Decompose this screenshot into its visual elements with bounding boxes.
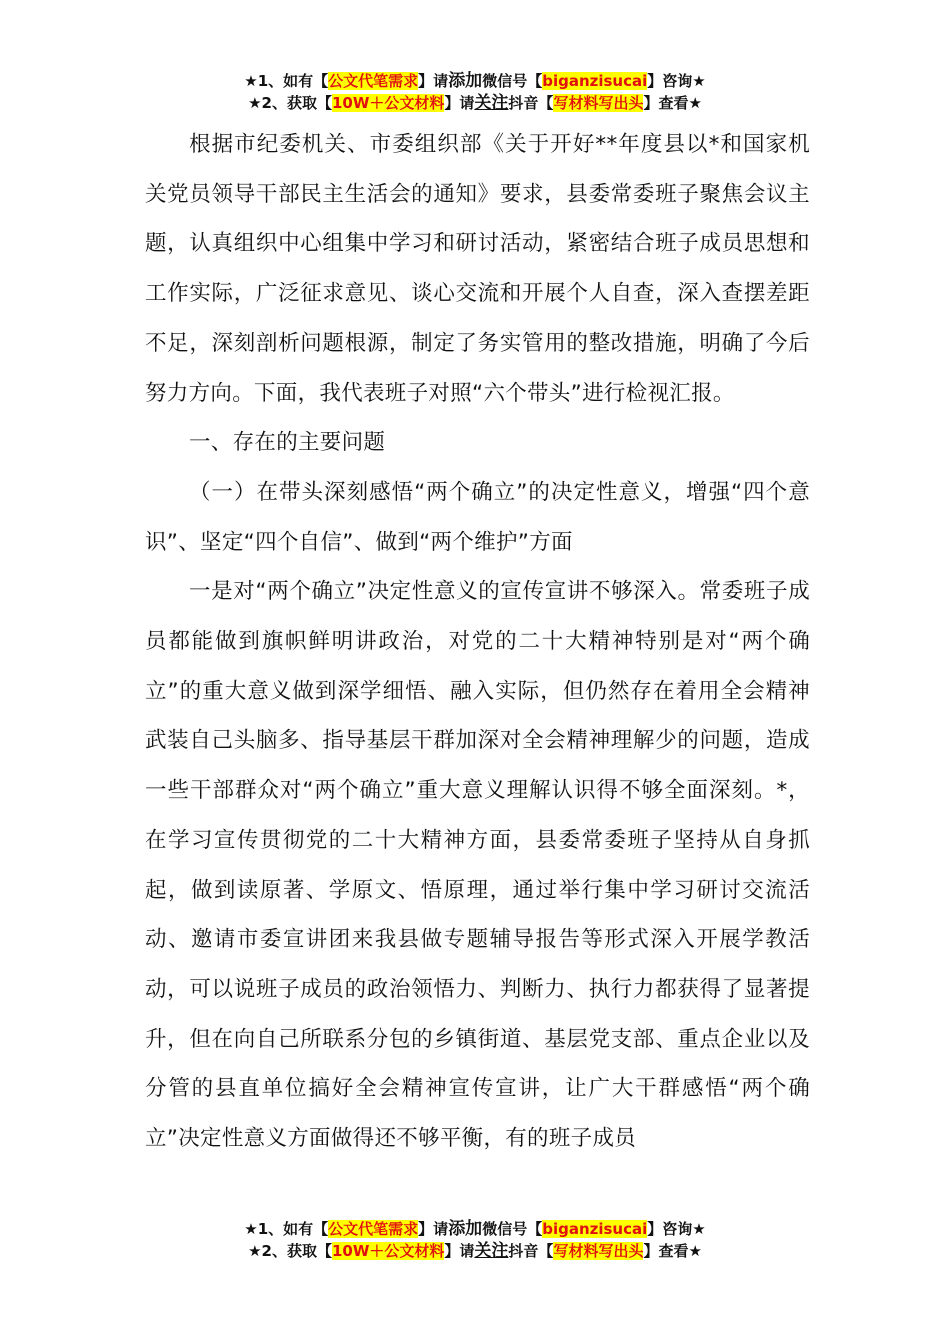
promo-text: 添加	[448, 1219, 483, 1239]
promo-header	[0, 70, 950, 114]
promo-line-1	[0, 70, 950, 92]
intro-paragraph: 根据市纪委机关、市委组织部《关于开好**年度县以*和国家机关党员领导干部民主生活会的通知》要求，县委常委班子聚焦会议主题，认真组织中心组集中学习和研讨活动，紧密结合班子成员思想和工作实际，广泛征求意见、谈心交流和开展个人自查，深入查摆差距不足，深刻剖析问题根源，制定了务实管用的整改措施，明确了今后努力方向。下面，我代表班子对照“六个带头”进行检视汇报。	[145, 132, 810, 406]
promo-highlight: 公文代笔需求	[328, 1220, 419, 1238]
promo-text: 】请	[444, 1242, 475, 1260]
promo-text: 】查看★	[643, 1242, 702, 1260]
promo-footer	[0, 1218, 950, 1262]
promo-text: 微信号【	[482, 1220, 543, 1238]
promo-text: 添加	[448, 71, 483, 91]
promo-text: 】请	[418, 1220, 449, 1238]
promo-douyin-id: 写材料写出头	[553, 1242, 644, 1260]
section-heading: 一、存在的主要问题	[189, 430, 386, 456]
promo-text: 】查看★	[643, 94, 702, 112]
promo-text: 】咨询★	[647, 72, 706, 90]
promo-line-2	[0, 92, 950, 114]
promo-highlight: 公文代笔需求	[328, 72, 419, 90]
promo-text: 抖音【	[508, 94, 554, 112]
promo-text: 】咨询★	[647, 1220, 706, 1238]
promo-wechat-id: biganzisucai	[542, 72, 648, 90]
promo-highlight: 10W＋公文材料	[331, 94, 445, 112]
promo-text: ★2、获取【	[248, 94, 332, 112]
promo-text: 】请	[418, 72, 449, 90]
promo-text: 微信号【	[482, 72, 543, 90]
document-body	[145, 120, 810, 1164]
promo-text: 关注	[474, 93, 509, 113]
promo-text: ★1、如有【	[244, 1220, 329, 1238]
subsection-heading: （一）在带头深刻感悟“两个确立”的决定性意义，增强“四个意识”、坚定“四个自信”、做到“两个维护”方面	[145, 479, 810, 555]
promo-douyin-id: 写材料写出头	[553, 94, 644, 112]
promo-highlight: 10W＋公文材料	[331, 1242, 445, 1260]
promo-text: 抖音【	[508, 1242, 554, 1260]
promo-wechat-id: biganzisucai	[542, 1220, 648, 1238]
body-paragraph: 一是对“两个确立”决定性意义的宣传宣讲不够深入。常委班子成员都能做到旗帜鲜明讲政治，对党的二十大精神特别是对“两个确立”的重大意义做到深学细悟、融入实际，但仍然存在着用全会精神武装自己头脑多、指导基层干群加深对全会精神理解少的问题，造成一些干部群众对“两个确立”重大意义理解认识得不够全面深刻。*，在学习宣传贯彻党的二十大精神方面，县委常委班子坚持从自身抓起，做到读原著、学原文、悟原理，通过举行集中学习研讨交流活动、邀请市委宣讲团来我县做专题辅导报告等形式深入开展学教活动，可以说班子成员的政治领悟力、判断力、执行力都获得了显著提升，但在向自己所联系分包的乡镇街道、基层党支部、重点企业以及分管的县直单位搞好全会精神宣传宣讲，让广大干群感悟“两个确立”决定性意义方面做得还不够平衡，有的班子成员	[145, 579, 810, 1152]
promo-line-1	[0, 1218, 950, 1240]
promo-text: ★1、如有【	[244, 72, 329, 90]
promo-line-2	[0, 1240, 950, 1262]
promo-text: ★2、获取【	[248, 1242, 332, 1260]
promo-text: 】请	[444, 94, 475, 112]
promo-text: 关注	[474, 1241, 509, 1261]
